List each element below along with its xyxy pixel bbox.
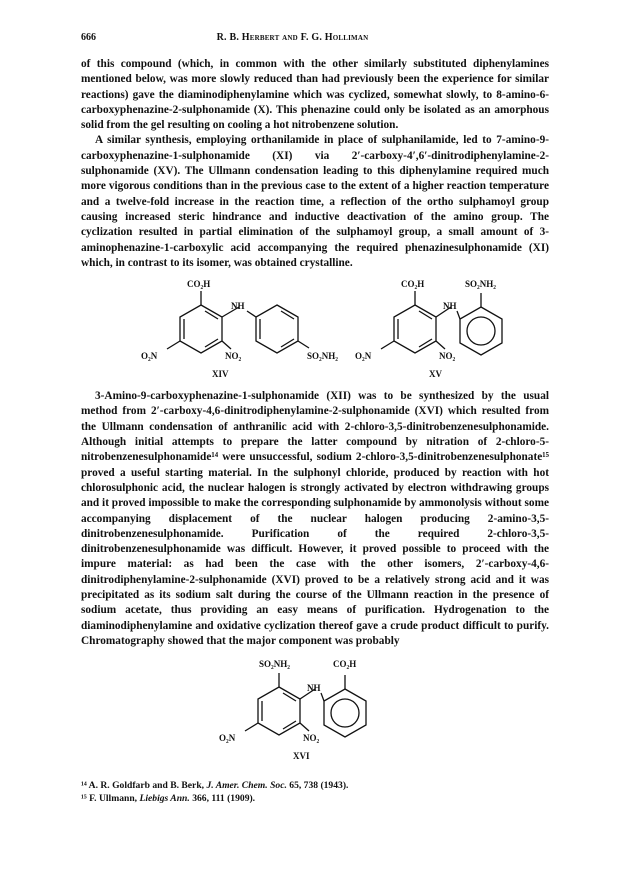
xvi-ring-b <box>324 689 366 737</box>
xvi-co2h-label: CO₂H <box>333 659 357 670</box>
xv-no2-label: NO₂ <box>439 351 456 362</box>
xiv-no2-label: NO₂ <box>225 351 242 362</box>
xiv-compound-label: XIV <box>212 369 229 380</box>
footnote-14-authors: A. R. Goldfarb and B. Berk, <box>88 780 205 792</box>
running-authors: R. B. Herbert and F. G. Holliman <box>216 32 369 43</box>
footnote-15-details: 366, 111 (1909). <box>192 793 256 805</box>
xv-nh-label: NH <box>443 301 457 312</box>
xiv-nh-label: NH <box>231 301 245 312</box>
running-header <box>81 32 549 43</box>
xiv-co2h-label: CO₂H <box>187 279 211 290</box>
xv-ring-b <box>460 307 502 355</box>
xiv-ring-b <box>256 305 298 353</box>
xvi-o2n-label: O₂N <box>219 733 236 744</box>
footnote-14-journal: J. Amer. Chem. Soc. <box>206 780 287 792</box>
xvi-compound-label: XVI <box>293 751 310 762</box>
xv-compound-label: XV <box>429 369 442 380</box>
xv-co2h-label: CO₂H <box>401 279 425 290</box>
footnote-15 <box>81 792 549 805</box>
structure-diagram-xiv-xv <box>81 275 549 387</box>
footnote-14 <box>81 779 549 792</box>
xvi-nh-label: NH <box>307 683 321 694</box>
xv-ring-a <box>394 305 436 353</box>
paragraph-2: A similar synthesis, employing orthanilamide in place of sulphanilamide, led to 7-amino-9-carboxyphenazine-1-sulphonamide (XI) via 2′-carboxy-4′,6′-dinitrodiphenylamine-2-sulphonamide (XV). The Ullmann condensation leading to this diphenylamine required much more vigorous conditions than in the previous case to the extent of a higher reaction temperature and a twelve-fold increase in the reaction time, a reflection of the ortho sulphamoyl group causing increased steric hindrance and inductive deactivation of the amino group. The cyclization resulted in partial elimination of the sulphamoyl group, a small amount of 3-aminophenazine-1-carboxylic acid accompanying the required phenazinesulphonamide (XI) which, in contrast to its isomer, was obtained crystalline. <box>81 134 549 269</box>
xiv-so2nh2-label: SO₂NH₂ <box>307 351 338 362</box>
structure-diagram-xvi <box>81 653 549 775</box>
page-number: 666 <box>81 32 96 43</box>
journal-page <box>81 32 549 805</box>
xvi-no2-label: NO₂ <box>303 733 320 744</box>
xiv-ring-a <box>180 305 222 353</box>
footnotes <box>81 779 549 805</box>
footnote-15-journal: Liebigs Ann. <box>139 793 190 805</box>
footnote-14-details: 65, 738 (1943). <box>289 780 349 792</box>
structure-xvi <box>81 653 549 775</box>
paragraph-3: 3-Amino-9-carboxyphenazine-1-sulphonamide (XII) was to be synthesized by the usual method from 2′-carboxy-4,6-dinitrodiphenylamine-2-sulphonamide (XVI) which resulted from the Ullmann condensation of anthranilic acid with 2-chloro-3,5-dinitrobenzenesulphonamide. Although initial attempts to prepare the latter compound by nitration of 2-chloro-5-nitrobenzenesulphonamide¹⁴ were unsuccessful, sodium 2-chloro-3,5-dinitrobenzenesulphonate¹⁵ proved a useful starting material. In the sulphonyl chloride, produced by reaction with hot chlorosulphonic acid, the nuclear halogen is strongly activated by electron withdrawing groups and it proved impossible to make the corresponding sulphonamide by ammonolysis without some accompanying displacement of the nuclear halogen producing 2-amino-3,5-dinitrobenzenesulphonamide. Purification of the required 2-chloro-3,5-dinitrobenzenesulphonamide was difficult. However, it proved possible to proceed with the impure material: as had been the case with the other isomers, 2′-carboxy-4,6-dinitrodiphenylamine-2-sulphonamide (XVI) proved to be a relatively strong acid and it was precipitated as its sodium salt during the course of the Ullmann reaction in the presence of sodium acetate, thus providing an easy means of purification. Hydrogenation to the diaminodiphenylamine and oxidative cyclization thereof gave a crude product difficult to purify. Chromatography showed that the major component was probably <box>81 390 549 647</box>
structures-xiv-xv <box>81 275 549 387</box>
footnote-15-marker: ¹⁵ <box>81 793 87 805</box>
paragraph-1: of this compound (which, in common with the other similarly substituted diphenylamines mentioned below, was more slowly reduced than had previously been the experience for similar reactions) gave the diaminodiphenylamine which was cyclized, somewhat slowly, to 8-amino-6-carboxyphenazine-2-sulphonamide (X). This phenazine could only be isolated as an amorphous solid from the gel resulting on cooling a hot nitrobenzene solution. <box>81 58 549 132</box>
footnote-15-authors: F. Ullmann, <box>89 793 138 805</box>
xvi-so2nh2-label: SO₂NH₂ <box>259 659 290 670</box>
xv-o2n-label: O₂N <box>355 351 372 362</box>
xvi-ring-a <box>258 687 300 735</box>
xv-so2nh2-label: SO₂NH₂ <box>465 279 496 290</box>
xiv-o2n-label: O₂N <box>141 351 158 362</box>
footnote-14-marker: ¹⁴ <box>81 780 87 792</box>
